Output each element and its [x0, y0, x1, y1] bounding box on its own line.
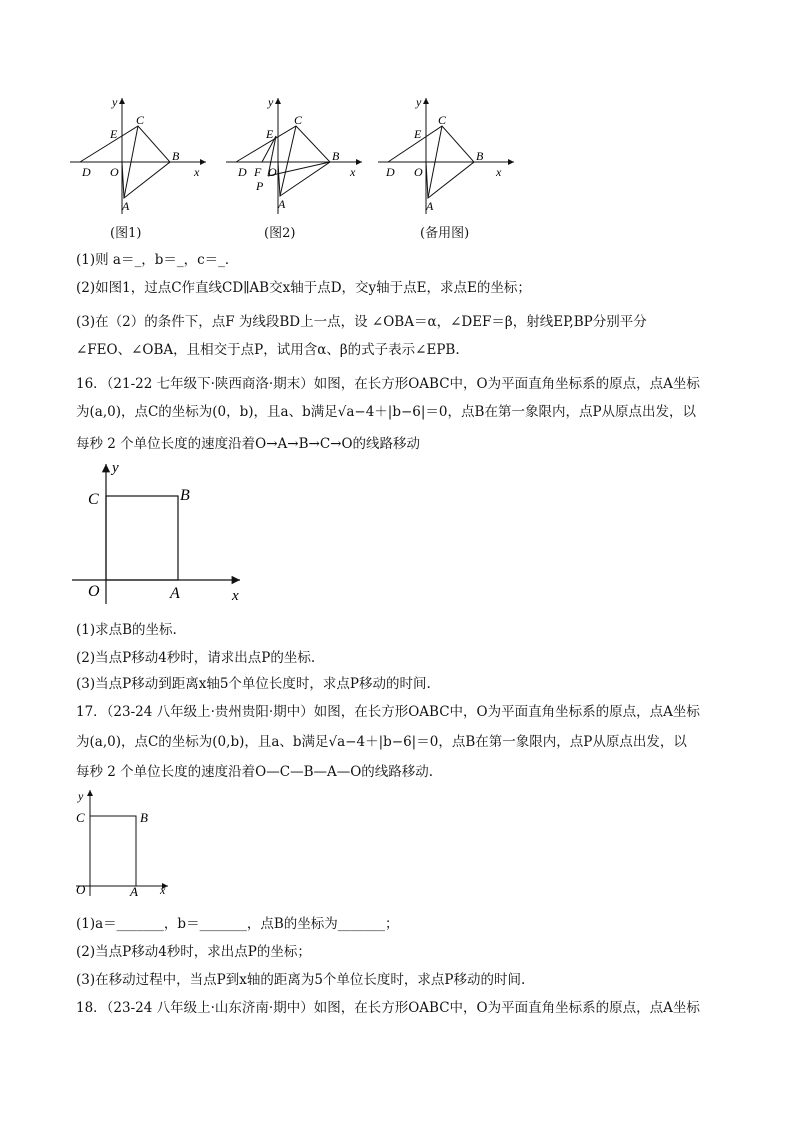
q15-part-1: (1)则 a＝_，b＝_，c＝_．: [76, 252, 239, 268]
fig2-label-o: O: [268, 165, 277, 179]
q16-part-3: (3)当点P移动到距离x轴5个单位长度时，求点P移动的时间.: [76, 676, 431, 692]
q17-label-a: A: [130, 884, 138, 898]
q15-part-3a: (3)在（2）的条件下，点F 为线段BD上一点，设 ∠OBA＝α，∠DEF＝β，射线EP,BP分别平分: [76, 314, 647, 330]
q16-label-a: A: [170, 585, 180, 602]
fig3-label-b: B: [476, 149, 484, 163]
caption-figure-spare: (备用图): [420, 226, 470, 241]
q16-part-1: (1)求点B的坐标.: [76, 622, 177, 638]
fig2-label-b: B: [332, 149, 340, 163]
q16-label-y: y: [112, 460, 119, 476]
fig1-label-b: B: [172, 149, 180, 163]
fig1-label-y: y: [112, 95, 118, 109]
fig3-label-e: E: [414, 127, 422, 141]
fig1-label-x: x: [194, 165, 200, 179]
q16-label-b: B: [180, 487, 190, 504]
q16-label-c: C: [88, 491, 99, 508]
q17-label-y: y: [78, 789, 84, 803]
fig1-label-d: D: [82, 165, 91, 179]
fig2-label-a: A: [278, 197, 286, 211]
fig2-label-c: C: [294, 113, 303, 127]
fig3-label-o: O: [414, 165, 423, 179]
fig2-label-p: P: [256, 179, 264, 193]
fig3-label-x: x: [496, 165, 502, 179]
q17-stem-line-3: 每秒 2 个单位长度的速度沿着O—C—B—A—O的线路移动.: [76, 764, 434, 780]
q17-part-2: (2)当点P移动4秒时，求出点P的坐标；: [76, 944, 311, 960]
fig2-label-e: E: [266, 127, 274, 141]
fig2-label-d: D: [238, 165, 247, 179]
q16-stem-line-1: 16．（21-22 七年级下·陕西商洛·期末）如图，在长方形OABC中，O为平面直角坐标系的原点，点A坐标: [76, 376, 700, 392]
q17-stem-line-2: 为(a,0)，点C的坐标为(0,b)，且a、b满足√a−4＋|b−6|＝0，点B在第一象限内，点P从原点出发，以: [76, 734, 687, 750]
q16-figure: [70, 458, 250, 608]
q17-label-b: B: [140, 810, 148, 825]
fig2-label-f: F: [254, 165, 262, 179]
q15-part-2: (2)如图1，过点C作直线CD∥AB交x轴于点D，交y轴于点E，求点E的坐标；: [76, 280, 531, 296]
fig1-label-e: E: [110, 127, 118, 141]
fig1-label-o: O: [110, 165, 119, 179]
figure-1: [66, 92, 216, 222]
q18-stem-line-1: 18．（23-24 八年级上·山东济南·期中）如图，在长方形OABC中，O为平面直角坐标系的原点，点A坐标: [76, 1000, 700, 1016]
fig2-label-x: x: [350, 165, 356, 179]
q17-figure: [72, 786, 182, 898]
figure-2: [222, 92, 372, 222]
q16-part-2: (2)当点P移动4秒时，请求出点P的坐标.: [76, 650, 316, 666]
fig3-label-d: D: [386, 165, 395, 179]
fig1-label-c: C: [136, 113, 145, 127]
q17-part-3: (3)在移动过程中，当点P到x轴的距离为5个单位长度时，求点P移动的时间.: [76, 972, 526, 988]
figure-spare: [374, 92, 524, 222]
caption-figure-1: (图1): [110, 226, 142, 241]
fig1-label-a: A: [122, 199, 130, 213]
q17-label-o: O: [76, 882, 86, 897]
caption-figure-2: (图2): [264, 226, 296, 241]
q17-stem-line-1: 17．（23-24 八年级上·贵州贵阳·期中）如图，在长方形OABC中，O为平面直角坐标系的原点，点A坐标: [76, 704, 700, 720]
q16-label-x: x: [232, 588, 239, 604]
fig3-label-a: A: [426, 199, 434, 213]
q17-label-c: C: [76, 810, 85, 825]
q17-part-1: (1)a＝_______，b＝_______，点B的坐标为_______；: [76, 916, 399, 932]
q16-stem-line-3: 每秒 2 个单位长度的速度沿着O→A→B→C→O的线路移动: [76, 436, 421, 452]
fig3-label-y: y: [416, 95, 422, 109]
fig2-label-y: y: [268, 95, 274, 109]
q17-label-x: x: [160, 883, 166, 897]
q16-label-o: O: [88, 583, 100, 600]
fig3-label-c: C: [438, 113, 447, 127]
q16-stem-line-2: 为(a,0)，点C的坐标为(0，b)，且a、b满足√a−4＋|b−6|＝0，点B在第一象限内，点P从原点出发，以: [76, 404, 697, 420]
q15-part-3b: ∠FEO、∠OBA，且相交于点P，试用含α、β的式子表示∠EPB.: [76, 342, 460, 358]
